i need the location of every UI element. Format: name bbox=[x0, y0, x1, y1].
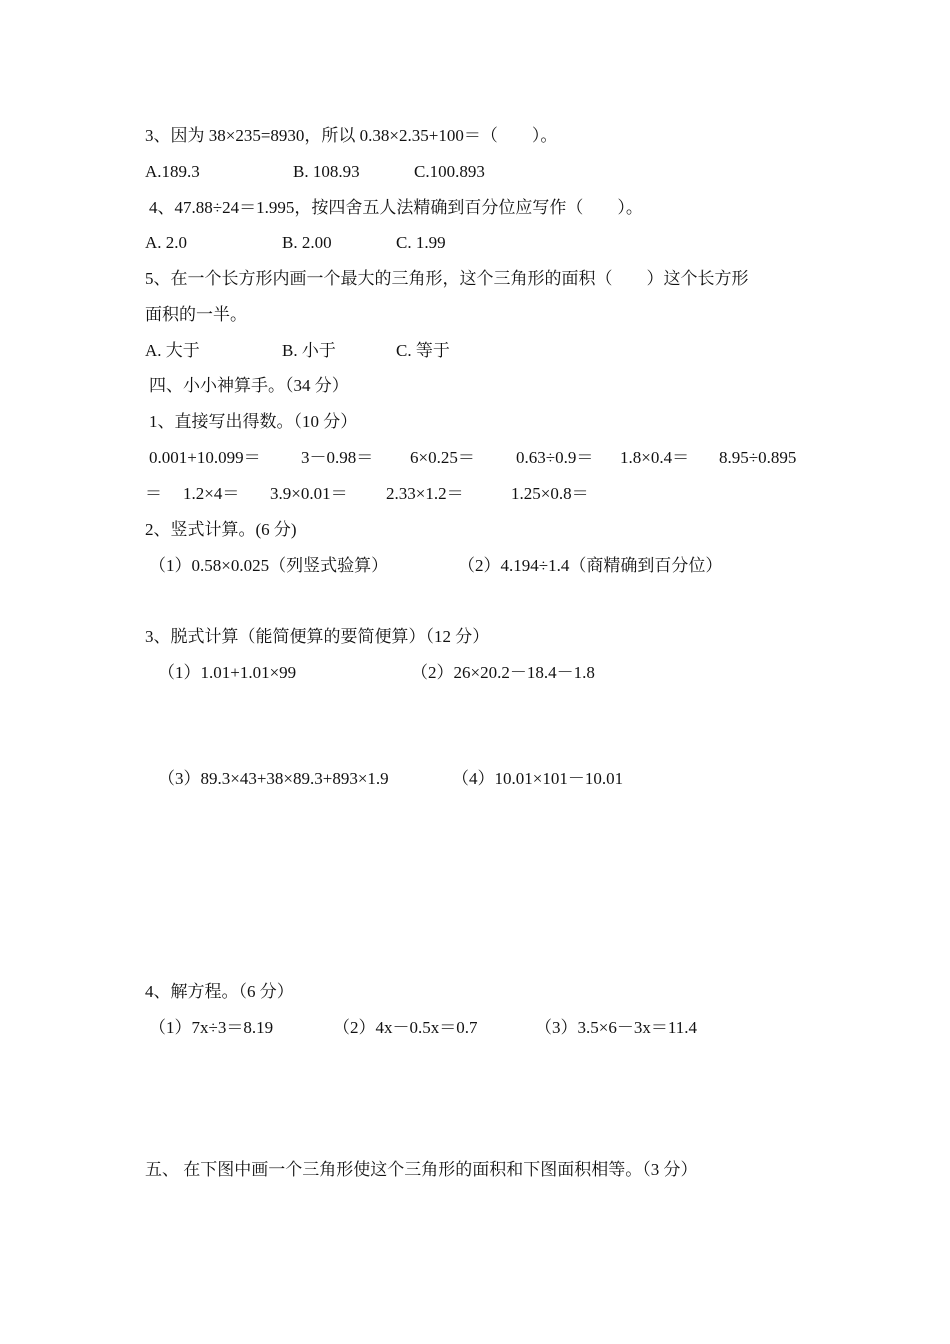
q3-option-b: B. 108.93 bbox=[293, 162, 360, 181]
step-calc-item: （1）1.01+1.01×99 bbox=[158, 663, 297, 682]
step-calc-item: （4）10.01×101－10.01 bbox=[452, 769, 624, 788]
q4-option-b: B. 2.00 bbox=[282, 233, 332, 252]
mental-calc-item: 3.9×0.01＝ bbox=[270, 484, 348, 503]
mental-calc-item: 1.25×0.8＝ bbox=[511, 484, 589, 503]
step-calc-item: （2）26×20.2－18.4－1.8 bbox=[411, 663, 595, 682]
mental-calc-item: 8.95÷0.895 bbox=[719, 448, 797, 467]
section4-title: 四、小小神算手。（34 分） bbox=[149, 376, 349, 395]
part4-title: 4、解方程。（6 分） bbox=[145, 982, 294, 1001]
equation-item: （3）3.5×6－3x＝11.4 bbox=[535, 1018, 697, 1037]
q5-option-b: B. 小于 bbox=[282, 341, 336, 360]
q4-option-c: C. 1.99 bbox=[396, 233, 446, 252]
q5-option-a: A. 大于 bbox=[145, 341, 200, 360]
equation-item: （2）4x－0.5x＝0.7 bbox=[333, 1018, 478, 1037]
mental-calc-item: ＝ bbox=[145, 484, 162, 503]
equation-item: （1）7x÷3＝8.19 bbox=[149, 1018, 274, 1037]
mental-calc-item: 1.8×0.4＝ bbox=[620, 448, 690, 467]
mental-calc-item: 3－0.98＝ bbox=[301, 448, 374, 467]
q3-option-a: A.189.3 bbox=[145, 162, 200, 181]
mental-calc-item: 0.63÷0.9＝ bbox=[516, 448, 594, 467]
mental-calc-item: 6×0.25＝ bbox=[410, 448, 475, 467]
vertical-calc-item: （1）0.58×0.025（列竖式验算） bbox=[149, 556, 389, 575]
mental-calc-item: 0.001+10.099＝ bbox=[149, 448, 261, 467]
q5-stem-line1: 5、在一个长方形内画一个最大的三角形，这个三角形的面积（ ）这个长方形 bbox=[145, 269, 749, 288]
q3-option-c: C.100.893 bbox=[414, 162, 485, 181]
section5-title: 五、 在下图中画一个三角形使这个三角形的面积和下图面积相等。（3 分） bbox=[145, 1160, 698, 1179]
q4-option-a: A. 2.0 bbox=[145, 233, 188, 252]
mental-calc-item: 2.33×1.2＝ bbox=[386, 484, 464, 503]
step-calc-item: （3）89.3×43+38×89.3+893×1.9 bbox=[158, 769, 389, 788]
q4-stem: 4、47.88÷24＝1.995，按四舍五人法精确到百分位应写作（ ）。 bbox=[149, 198, 643, 217]
vertical-calc-item: （2）4.194÷1.4（商精确到百分位） bbox=[458, 556, 723, 575]
mental-calc-item: 1.2×4＝ bbox=[183, 484, 240, 503]
q3-stem: 3、因为 38×235=8930，所以 0.38×2.35+100＝（ ）。 bbox=[145, 126, 558, 145]
part2-title: 2、竖式计算。(6 分) bbox=[145, 520, 297, 539]
q5-option-c: C. 等于 bbox=[396, 341, 450, 360]
part3-title: 3、脱式计算（能简便算的要简便算）（12 分） bbox=[145, 627, 490, 646]
part1-title: 1、直接写出得数。（10 分） bbox=[149, 412, 358, 431]
q5-stem-line2: 面积的一半。 bbox=[145, 305, 247, 324]
